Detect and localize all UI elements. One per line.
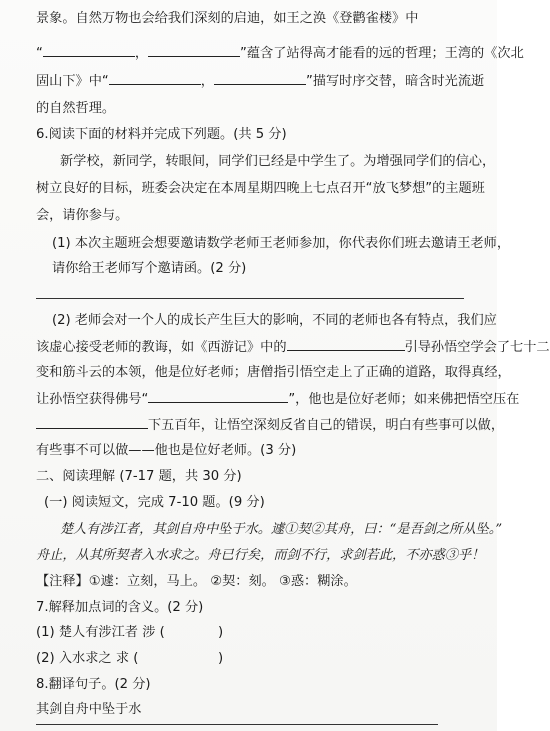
question-6-title: 6.阅读下面的材料并完成下列题。(共 5 分) — [36, 127, 287, 142]
sub-question-text: 请你给王老师写个邀请函。(2 分) — [52, 261, 247, 276]
section-heading — [36, 468, 242, 486]
text-line-content: 景象。自然万物也会给我们深刻的启迪，如王之涣《登鹳雀楼》中 — [36, 11, 419, 26]
question-7-item-1: (1) 楚人有涉江者 涉 ( — [36, 625, 165, 640]
question-7-title: 7.解释加点词的含义。(2 分) — [36, 600, 204, 615]
fill-blank[interactable] — [214, 72, 306, 85]
text-line — [36, 44, 524, 63]
question-heading — [36, 676, 151, 694]
sub-question — [36, 338, 550, 357]
question-item-close — [218, 650, 223, 668]
classical-text-line — [36, 547, 484, 565]
question-item-close — [218, 624, 223, 642]
comma: ， — [134, 46, 149, 61]
sub-question — [36, 364, 511, 382]
sub-question-text: 下五百年，让悟空深刻反省自己的错误，明白有些事可以做， — [148, 418, 505, 433]
comma: ， — [200, 74, 214, 89]
question-heading — [36, 599, 203, 617]
answer-line[interactable] — [36, 298, 464, 299]
text-line — [36, 10, 418, 28]
classical-text-line — [60, 521, 502, 539]
answer-line[interactable] — [36, 724, 438, 725]
section-subheading — [44, 494, 265, 512]
fill-blank[interactable] — [148, 44, 240, 57]
sub-question-text: (2) 老师会对一个人的成长产生巨大的影响，不同的老师也各有特点，我们应 — [52, 313, 497, 328]
annotation-line — [36, 573, 357, 591]
sub-question — [52, 235, 510, 253]
sub-question — [52, 260, 246, 278]
fill-blank[interactable] — [148, 390, 288, 403]
sub-question-text: 让孙悟空获得佛号“ — [36, 392, 149, 407]
paren-close: ) — [218, 625, 224, 640]
question-8-title: 8.翻译句子。(2 分) — [36, 677, 151, 692]
text-line — [36, 100, 115, 118]
question-8-sentence: 其剑自舟中坠于水 — [36, 702, 142, 717]
passage-text: 会，请你参与。 — [36, 208, 129, 223]
passage-line — [36, 207, 128, 225]
text-line-content: 固山下》中“ — [36, 74, 109, 89]
text-line-content: 的自然哲理。 — [36, 101, 116, 116]
question-item — [36, 624, 165, 642]
sub-question-text: 变和筋斗云的本领，他是位好老师；唐僧指引悟空走上了正确的道路，取得真经， — [36, 365, 511, 380]
question-item — [36, 650, 138, 668]
sub-question — [36, 442, 296, 460]
paren-close: ) — [218, 651, 224, 666]
sub-question-text: 引导孙悟空学会了七十二 — [404, 340, 550, 355]
subsection-title: (一) 阅读短文，完成 7-10 题。(9 分) — [44, 495, 265, 510]
question-item — [36, 701, 142, 719]
passage-line — [36, 180, 485, 198]
classical-text: 楚人有涉江者，其剑自舟中坠于水。遽①契②其舟，曰：“是吾剑之所从坠。” — [60, 522, 503, 537]
annotation-text: 【注释】①遽：立刻，马上。 ②契：刻。 ③惑：糊涂。 — [36, 574, 357, 589]
fill-blank[interactable] — [43, 44, 135, 57]
classical-text: 舟止，从其所契者入水求之。舟已行矣，而剑不行，求剑若此，不亦惑③乎！ — [36, 548, 485, 563]
sub-question-text: 有些事不可以做——他也是位好老师。(3 分) — [36, 443, 297, 458]
text-line-content: ”描写时序交替，暗含时光流逝 — [305, 74, 485, 89]
question-heading — [36, 126, 287, 144]
fill-blank[interactable] — [109, 72, 201, 85]
passage-line — [60, 153, 495, 171]
question-7-item-2: (2) 入水求之 求 ( — [36, 651, 139, 666]
passage-text: 树立良好的目标，班委会决定在本周星期四晚上七点召开“放飞梦想”的主题班 — [36, 181, 485, 196]
fill-blank[interactable] — [36, 416, 148, 429]
sub-question-text: 该虚心接受老师的教诲，如《西游记》中的 — [36, 340, 287, 355]
text-line — [36, 72, 484, 91]
fill-blank[interactable] — [287, 338, 405, 351]
passage-text: 新学校，新同学，转眼间，同学们已经是中学生了。为增强同学们的信心， — [60, 154, 496, 169]
section-2-title: 二、阅读理解 (7-17 题，共 30 分) — [36, 469, 242, 484]
sub-question-text: ”，他也是位好老师；如来佛把悟空压在 — [288, 392, 520, 407]
sub-question — [36, 390, 519, 409]
sub-question-text: (1) 本次主题班会想要邀请数学老师王老师参加，你代表你们班去邀请王老师， — [52, 236, 511, 251]
sub-question — [52, 312, 497, 330]
sub-question — [36, 416, 504, 435]
text-line-content: ”蕴含了站得高才能看的远的哲理；王湾的《次北 — [240, 46, 524, 61]
quote-open: “ — [36, 46, 43, 61]
